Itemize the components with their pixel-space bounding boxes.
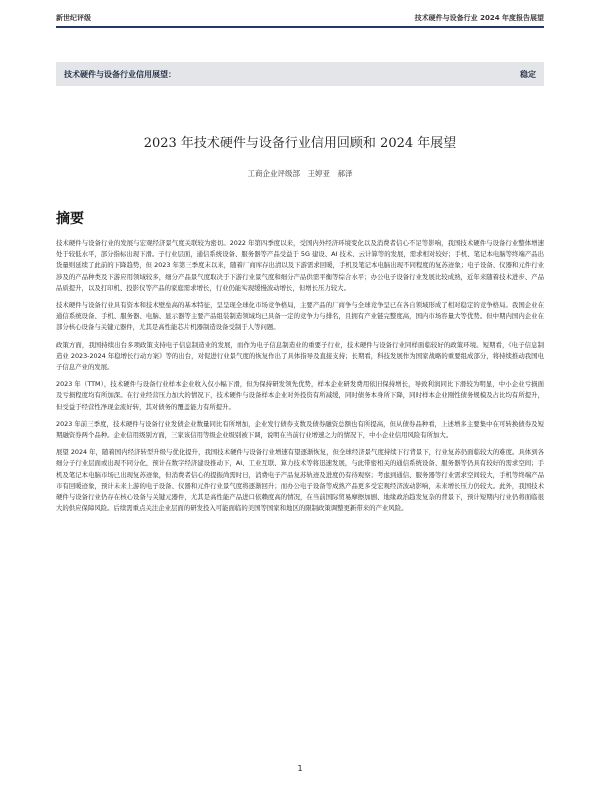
outlook-label: 技术硬件与设备行业信用展望： xyxy=(64,69,176,79)
paragraph-3: 政策方面，我国持续出台多项政策支持电子信息制造业的发展，而作为电子信息制造业的重要子行业，技术硬件与设备行业同样面临较好的政策环境。短期看，《电子信息制造业 2023-2024 年稳增长行动方案》等的出台，对促进行业景气度的恢复作出了具体指导及直接支持；长期看，科技发展作为国家战略的重要组成部分，将持续推动我国电子信息产业的发展。 xyxy=(56,340,544,372)
paragraph-4: 2023 年（TTM），技术硬件与设备行业样本企业收入仅小幅下滑，但为保持研发领先优势，样本企业研发费用依旧保持增长，导致利润同比下滑较为明显，中小企业亏损面及亏损程度均有所加深。在行业经营压力加大的情况下，技术硬件与设备样本企业对外投资有所减缓，同时债务本身所下降，同时样本企业刚性债务规模及占比均有所提升，但受益于经营性净现金流好转，其对债务的覆盖能力有所提升。 xyxy=(56,380,544,411)
header-report-title: 技术硬件与设备行业 2024 年度报告展望 xyxy=(414,14,544,22)
page-number: 1 xyxy=(297,764,303,773)
paragraph-6: 展望 2024 年，随着国内经济转型升级与优化提升，我国技术硬件与设备行业增速有望逐渐恢复，但全球经济景气度持续下行背景下，行业复苏仍面临较大的难度。具体到各细分子行业层面或出现不同分化，预计在数字经济建设推动下，AI、工业互联、算力技术等将迅速发展，与此带密相关的通信系统设备、服务器等仍具有较好的需求空间；手机及笔记本电脑市场已出现复苏迹象，但消费者信心的提振尚需时日，消费电子产品复苏轨迹及进度仍有待观察；考虑到通信、服务器等行业需求空间较大，手机等终端产品市有回暖迹象，预计未来上游的电子设备、仪器和元件行业景气度将逐渐回升；而办公电子设备等成熟产品更多受宏观经济波动影响，未来增长压力仍较大。此外，我国技术硬件与设备行业仍存在核心设备与关键元器件，尤其是高性能产品进口依赖度高的情况，在当前国际贸易摩擦加剧、地缘政治趋发复杂的背景下，预计短期内行业仍将面临很大的供应保障风险。后续需重点关注企业层面的研发投入可能面临的美国等国家和地区的限制政策调整更新带来的产业风险。 xyxy=(56,448,544,513)
outlook-rating: 稳定 xyxy=(520,69,536,79)
abstract-heading: 摘要 xyxy=(56,211,84,227)
paragraph-1: 技术硬件与设备行业的发展与宏观经济景气度关联较为密切。2022 年第四季度以来，受国内外经济环境变化以及消费者信心不足等影响，我国技术硬件与设备行业整体增速处于较低水平，部分指标出现下滑。子行业层面，通信系统设备、服务器等产品受益于 5G 建设、AI 技术、云计算等的发展，需求相对较好；手机、笔记本电脑等终端产品出货量则延续了此前的下降趋势，但 2023 年第三季度末以来，随着厂商库存出清以及下游需求回暖，手机及笔记本电脑出现不同程度的复苏迹象；电子设备、仪器和元件行业涉及的产品种类及下游应用领域较多，细分产品景气度取决于下游行业景气度和细分产品供需平衡等综合水平；办公电子设备行业发展比较成熟，近年来随着技术进步、产品品质提升，以及打印机、投影仪等产品的家庭需求增长，行业仍能实现缓慢波动增长，但增长压力较大。 xyxy=(56,239,544,292)
paragraph-5: 2023 年前三季度，技术硬件与设备行业发债企业数量同比有所增加，企业发行债券支数及债券融资总额也有所提高，但从债券品种看，上述增多主要集中在可转换债券及短期融资券两个品种。企业信用级别方面，三家该信用等级企业级别被下调，说明在当前行业增速之力的情况下，中小企业信用风险有所加大。 xyxy=(56,419,544,440)
authors-line: 工商企业评级部 王婷亚 郝泽 xyxy=(247,169,353,178)
header-org-name: 新世纪评级 xyxy=(56,14,91,22)
header-divider xyxy=(56,26,544,28)
document-title: 2023 年技术硬件与设备行业信用回顾和 2024 年展望 xyxy=(143,136,457,151)
abstract-body xyxy=(56,238,544,520)
paragraph-2: 技术硬件与设备行业具有资本和技术壁垒高的基本特征，呈呈现全球化市场竞争格局，主要产品的厂商争与全球竞争呈已在各自领域形成了相对稳定的竞争格局。我国企业在通信系统设备、手机、服务器、电脑、显示器等主要产品组装制造领域均已具备一定的竞争力与排名，且拥有产业链完整度高，国内市场容量大等优势。但中期内国内企业在部分核心设备与关键元器件，尤其是高性能芯片机器制造设备受制于人等问题。 xyxy=(56,301,544,332)
page-header xyxy=(56,13,544,23)
outlook-banner xyxy=(56,62,544,86)
